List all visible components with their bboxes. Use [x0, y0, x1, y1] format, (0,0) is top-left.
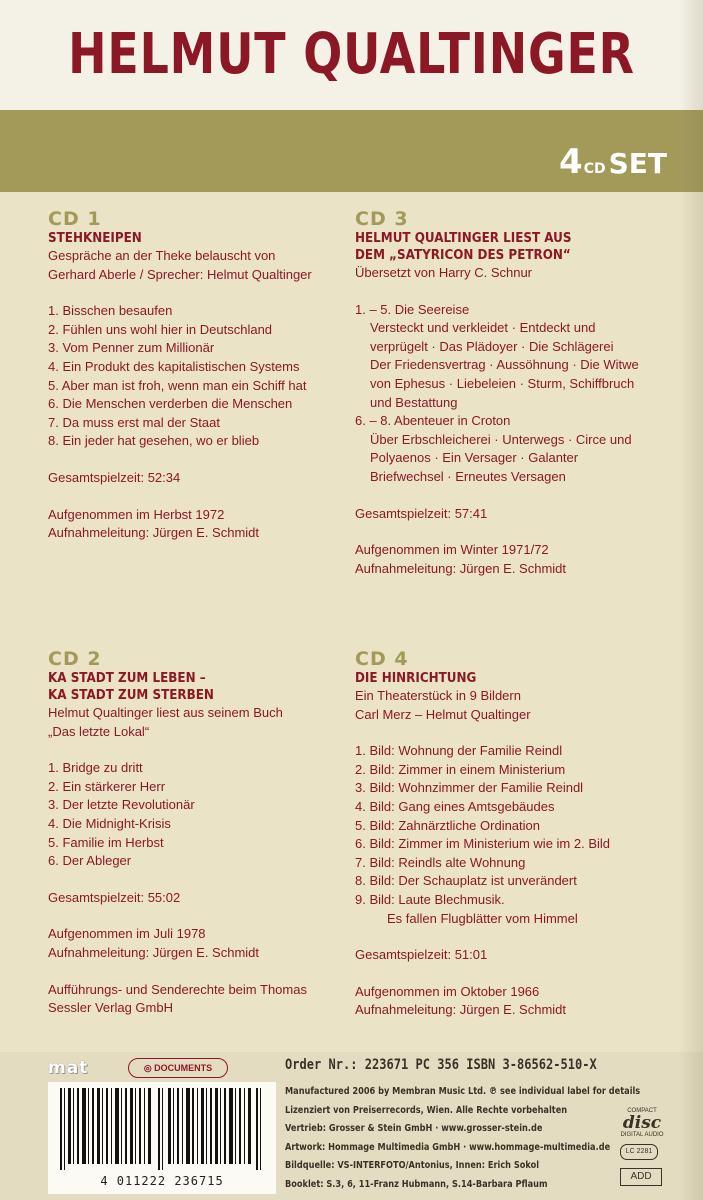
set-count: 4: [559, 142, 583, 182]
compact-disc-logo: COMPACT disc DIGITAL AUDIO: [620, 1108, 664, 1138]
cd3-part1-line: verprügelt · Das Plädoyer · Die Schlägerei: [370, 338, 614, 354]
list-item: 3. Vom Penner zum Millionär: [48, 340, 215, 356]
cd1-producer: Aufnahmeleitung: Jürgen E. Schmidt: [48, 525, 260, 541]
list-item-continuation: Es fallen Flugblätter vom Himmel: [387, 910, 578, 926]
add-badge: ADD: [620, 1168, 662, 1186]
cd2-subtitle-2: „Das letzte Lokal“: [48, 723, 150, 739]
cd1-subtitle-2: Gerhard Aberle / Sprecher: Helmut Qualtinger: [48, 266, 312, 282]
cd4-subtitle-2: Carl Merz – Helmut Qualtinger: [355, 706, 531, 722]
list-item: 2. Fühlen uns wohl hier in Deutschland: [48, 321, 273, 337]
cd4-track-list: [355, 742, 675, 928]
set-cd-label: CD: [583, 161, 606, 177]
credit-line: Booklet: S.3, 6, 11-Franz Hubmann, S.14-Barbara Pflaum: [285, 1178, 548, 1190]
cd3-label: CD 3: [355, 208, 409, 230]
list-item: 3. Der letzte Revolutionär: [48, 797, 195, 813]
list-item: 6. Der Ableger: [48, 853, 132, 869]
cd2-title-2: KA STADT ZUM STERBEN: [48, 688, 214, 703]
list-item: 7. Bild: Reindls alte Wohnung: [355, 854, 526, 870]
list-item: 8. Ein jeder hat gesehen, wo er blieb: [48, 433, 260, 449]
cd2-recorded: Aufgenommen im Juli 1978: [48, 926, 206, 942]
credits-block: [285, 1083, 640, 1194]
list-item: 8. Bild: Der Schauplatz ist unverändert: [355, 873, 577, 889]
list-item: 5. Bild: Zahnärztliche Ordination: [355, 817, 540, 833]
cd4-producer: Aufnahmeleitung: Jürgen E. Schmidt: [355, 1002, 567, 1018]
cd3-part2-line: Polyaenos · Ein Versager · Galanter: [370, 450, 579, 466]
cd1-track-list: [48, 302, 338, 451]
cd4-section: [355, 648, 675, 1020]
cd2-track-list: [48, 759, 338, 871]
set-label: SET: [608, 147, 667, 180]
cd3-part1-line: von Ephesus · Liebeleien · Sturm, Schiffbruch: [370, 375, 635, 391]
list-item: 2. Ein stärkerer Herr: [48, 778, 166, 794]
cd3-part2-head: 6. – 8. Abenteuer in Croton: [355, 413, 511, 429]
cd3-part2-line: Über Erbschleicherei · Unterwegs · Circe und: [370, 431, 632, 447]
credit-line: Vertrieb: Grosser & Stein GmbH · www.grosser-stein.de: [285, 1123, 543, 1134]
list-item: 6. Bild: Zimmer im Ministerium wie im 2. Bild: [355, 836, 611, 852]
cd4-label: CD 4: [355, 648, 409, 670]
list-item: 1. Bild: Wohnung der Familie Reindl: [355, 743, 563, 759]
cd3-title-2: DEM „SATYRICON DES PETRON“: [355, 248, 571, 263]
barcode-number: 4 011222 236715: [100, 1174, 224, 1188]
cd4-recorded: Aufgenommen im Oktober 1966: [355, 983, 540, 999]
list-item: 4. Bild: Gang eines Amtsgebäudes: [355, 798, 555, 814]
list-item: 6. Die Menschen verderben die Menschen: [48, 396, 293, 412]
cd2-rights-1: Aufführungs- und Senderechte beim Thomas: [48, 981, 307, 997]
set-badge: [559, 142, 667, 182]
cd2-section: [48, 648, 338, 1018]
cd3-part1-head: 1. – 5. Die Seereise: [355, 301, 470, 317]
cd3-part1-line: Versteckt und verkleidet · Entdeckt und: [370, 320, 596, 336]
cd3-title-1: HELMUT QUALTINGER LIEST AUS: [355, 231, 572, 246]
cd2-label: CD 2: [48, 648, 102, 670]
cd3-part2-line: Briefwechsel · Erneutes Versagen: [370, 468, 566, 484]
cd1-label: CD 1: [48, 208, 102, 230]
list-item: 5. Familie im Herbst: [48, 834, 164, 850]
list-item: 4. Ein Produkt des kapitalistischen Systems: [48, 358, 300, 374]
list-item: 1. Bridge zu dritt: [48, 760, 143, 776]
list-item: 5. Aber man ist froh, wenn man ein Schiff hat: [48, 377, 307, 393]
cd4-title: DIE HINRICHTUNG: [355, 671, 477, 686]
cd1-subtitle-1: Gespräche an der Theke belauscht von: [48, 248, 276, 263]
cd3-subtitle: Übersetzt von Harry C. Schnur: [355, 265, 533, 280]
artist-title: HELMUT QUALTINGER: [68, 22, 635, 87]
cd3-part1-line: und Bestattung: [370, 394, 458, 410]
cd1-playtime: Gesamtspielzeit: 52:34: [48, 469, 181, 485]
documents-logo: ◎ DOCUMENTS: [128, 1058, 228, 1078]
cd3-recorded: Aufgenommen im Winter 1971/72: [355, 542, 549, 558]
cd3-producer: Aufnahmeleitung: Jürgen E. Schmidt: [355, 560, 567, 576]
credit-line: Bildquelle: VS-INTERFOTO/Antonius, Innen: Erich Sokol: [285, 1160, 540, 1171]
barcode: [48, 1082, 276, 1194]
cd2-rights-2: Sessler Verlag GmbH: [48, 1000, 173, 1016]
cd1-section: [48, 208, 338, 543]
box-edge-shadow: [679, 0, 703, 1200]
cd3-section: [355, 208, 675, 578]
cd1-title: STEHKNEIPEN: [48, 231, 142, 246]
list-item: 4. Die Midnight-Krisis: [48, 815, 171, 831]
cd2-producer: Aufnahmeleitung: Jürgen E. Schmidt: [48, 944, 260, 960]
cd3-playtime: Gesamtspielzeit: 57:41: [355, 505, 488, 521]
cd2-title-1: KA STADT ZUM LEBEN –: [48, 671, 206, 686]
list-item: 7. Da muss erst mal der Staat: [48, 414, 220, 430]
barcode-icon: [58, 1088, 266, 1170]
credit-line: Lizenziert von Preiserrecords, Wien. Alle Rechte vorbehalten: [285, 1104, 568, 1116]
label-code-badge: LC 2281: [620, 1144, 658, 1160]
cd2-playtime: Gesamtspielzeit: 55:02: [48, 889, 181, 905]
cd2-subtitle-1: Helmut Qualtinger liest aus seinem Buch: [48, 705, 283, 720]
title-bar: [0, 0, 703, 110]
order-number: Order Nr.: 223671 PC 356 ISBN 3-86562-510-X: [285, 1057, 597, 1073]
list-item: 2. Bild: Zimmer in einem Ministerium: [355, 761, 566, 777]
list-item: 9. Bild: Laute Blechmusik.: [355, 891, 505, 907]
cd1-recorded: Aufgenommen im Herbst 1972: [48, 506, 225, 522]
cd4-playtime: Gesamtspielzeit: 51:01: [355, 947, 488, 963]
cd4-subtitle-1: Ein Theaterstück in 9 Bildern: [355, 688, 521, 703]
mat-logo: mat: [48, 1058, 89, 1078]
list-item: 3. Bild: Wohnzimmer der Familie Reindl: [355, 780, 584, 796]
cd3-part1-line: Der Friedensvertrag · Aussöhnung · Die Witwe: [370, 357, 639, 373]
credit-line: Artwork: Hommage Multimedia GmbH · www.hommage-multimedia.de: [285, 1141, 611, 1153]
credit-line: Manufactured 2006 by Membran Music Ltd. ℗ see individual label for details: [285, 1086, 641, 1097]
list-item: 1. Bisschen besaufen: [48, 303, 173, 319]
